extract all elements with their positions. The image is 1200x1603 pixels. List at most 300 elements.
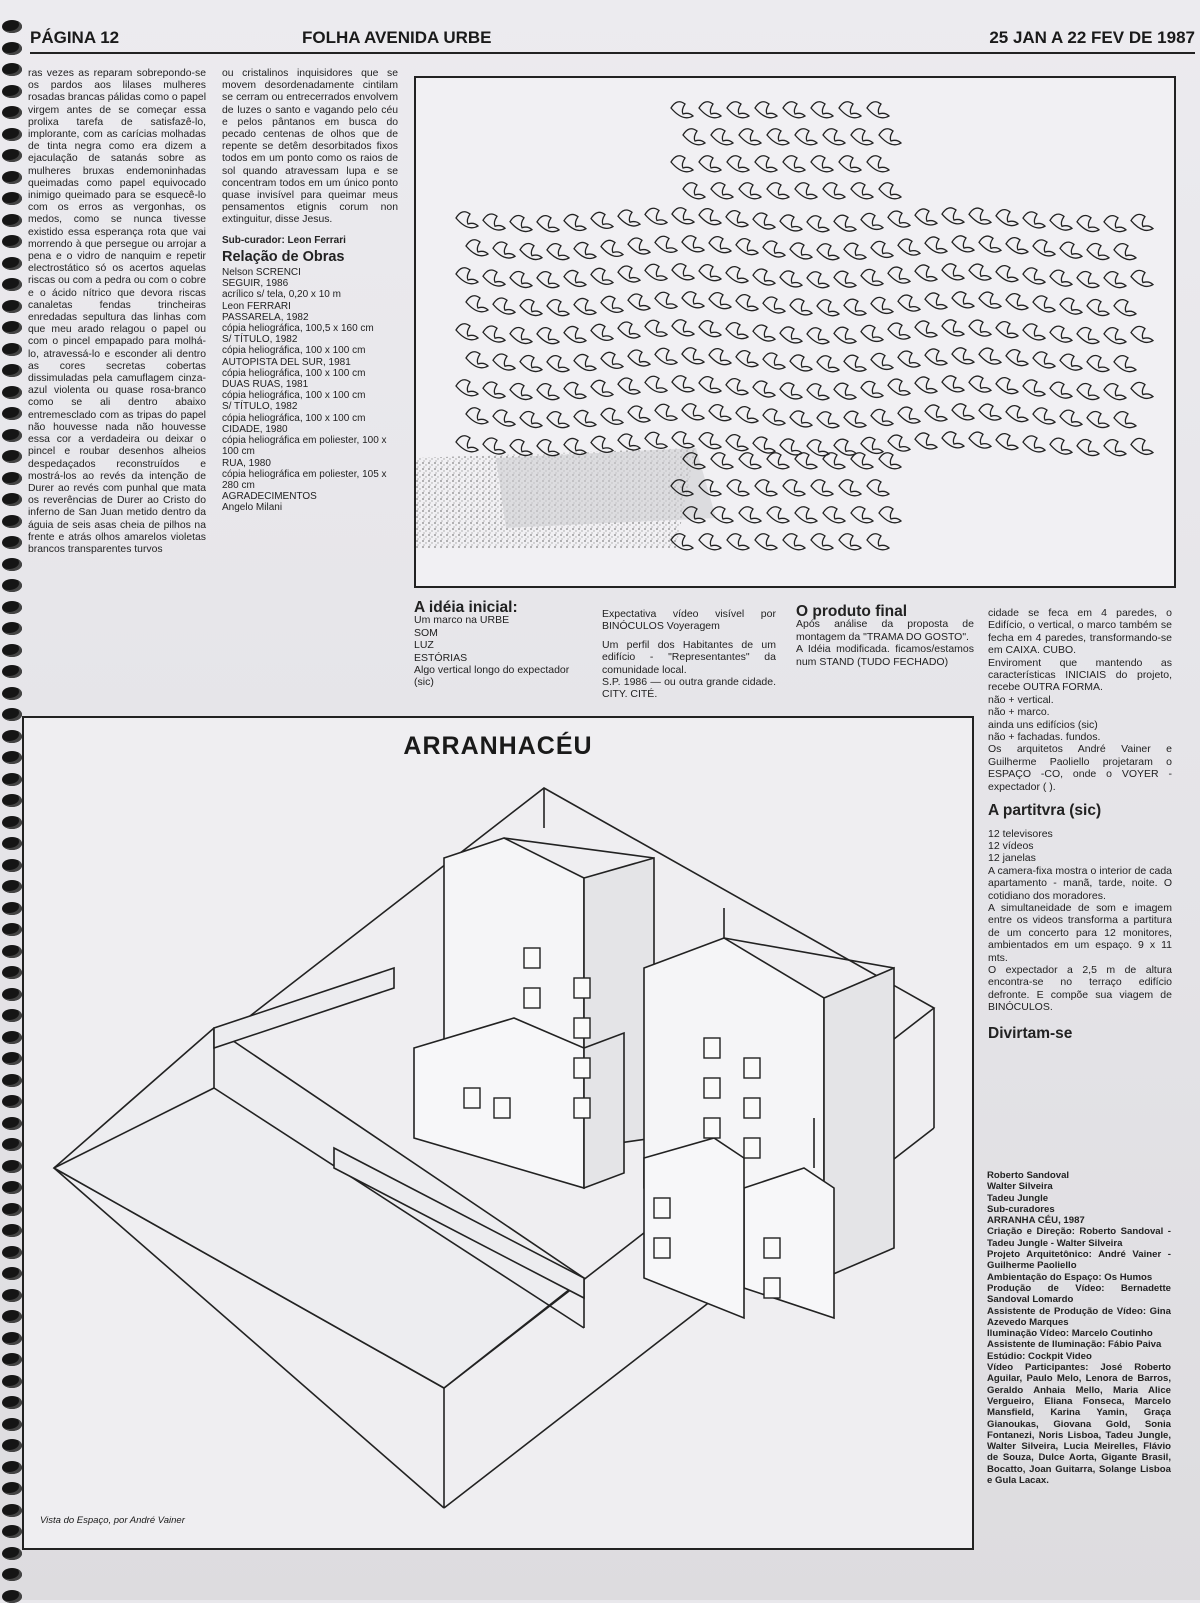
bird-mark bbox=[655, 348, 677, 364]
bird-mark bbox=[564, 326, 586, 342]
binding-ring bbox=[2, 1396, 22, 1409]
bird-mark bbox=[520, 299, 542, 315]
initial-idea-section bbox=[414, 599, 580, 689]
bird-mark bbox=[925, 405, 947, 421]
bird-mark bbox=[1006, 294, 1028, 310]
bird-mark bbox=[574, 410, 596, 426]
bird-mark bbox=[682, 292, 704, 308]
window-mark bbox=[524, 948, 540, 968]
bird-mark bbox=[645, 432, 667, 448]
bird-mark bbox=[574, 354, 596, 370]
poem-column-right bbox=[222, 68, 398, 514]
initial-idea-line: Um marco na URBE bbox=[414, 614, 510, 627]
bird-mark bbox=[456, 436, 478, 452]
concept-text: ainda uns edifícios (sic) bbox=[988, 718, 1098, 731]
expectation-text: S.P. 1986 — ou outra grande cidade. CITY. CITÉ. bbox=[602, 676, 776, 701]
bird-mark bbox=[520, 243, 542, 259]
work-detail: cópia heliográfica, 100 x 100 cm bbox=[222, 367, 366, 379]
bird-mark bbox=[672, 264, 694, 280]
binding-ring bbox=[2, 128, 22, 141]
bird-mark bbox=[727, 102, 749, 118]
bird-mark bbox=[942, 320, 964, 336]
binding-ring bbox=[2, 1525, 22, 1538]
binding-ring bbox=[2, 1117, 22, 1130]
work-detail: Angelo Milani bbox=[222, 502, 283, 514]
bird-mark bbox=[645, 320, 667, 336]
credits-block bbox=[987, 1170, 1171, 1486]
bird-mark bbox=[709, 293, 731, 309]
window-mark bbox=[574, 1098, 590, 1118]
bird-mark bbox=[739, 183, 761, 199]
window-mark bbox=[654, 1238, 670, 1258]
bird-mark bbox=[811, 102, 833, 118]
bird-mark bbox=[783, 480, 805, 496]
bird-mark bbox=[671, 102, 693, 118]
binding-ring bbox=[2, 708, 22, 721]
bird-mark bbox=[699, 102, 721, 118]
bird-mark bbox=[547, 244, 569, 260]
bird-mark bbox=[996, 378, 1018, 394]
bird-mark bbox=[996, 434, 1018, 450]
bird-mark bbox=[1060, 298, 1082, 314]
binding-ring bbox=[2, 386, 22, 399]
binding-ring bbox=[2, 794, 22, 807]
binding-ring bbox=[2, 751, 22, 764]
bird-mark bbox=[844, 411, 866, 427]
bird-mark bbox=[655, 292, 677, 308]
bird-mark bbox=[672, 320, 694, 336]
bird-mark bbox=[851, 129, 873, 145]
binding-ring bbox=[2, 1353, 22, 1366]
bird-mark bbox=[795, 507, 817, 523]
bird-mark bbox=[1087, 356, 1109, 372]
bird-mark bbox=[456, 380, 478, 396]
bird-mark bbox=[942, 432, 964, 448]
final-product-text: Após análise da proposta de montagem da "TRAMA DO GOSTO". bbox=[796, 618, 974, 643]
initial-idea-line: Algo vertical longo do expectador (sic) bbox=[414, 664, 570, 689]
bird-mark bbox=[969, 320, 991, 336]
bird-mark bbox=[726, 267, 748, 283]
credit-line: Produção de Vídeo: Bernadette Sandoval Lomardo bbox=[987, 1282, 1171, 1306]
window-mark bbox=[524, 988, 540, 1008]
bird-mark bbox=[1131, 270, 1153, 286]
binding-ring bbox=[2, 472, 22, 485]
bird-mark bbox=[709, 405, 731, 421]
binding-ring bbox=[2, 192, 22, 205]
concept-text: não + marco. bbox=[988, 706, 1050, 719]
bird-mark bbox=[537, 328, 559, 344]
window-mark bbox=[494, 1098, 510, 1118]
bird-mark bbox=[1077, 216, 1099, 232]
bird-mark bbox=[780, 215, 802, 231]
bird-mark bbox=[755, 480, 777, 496]
bird-mark bbox=[537, 216, 559, 232]
binding-ring bbox=[2, 558, 22, 571]
bird-mark bbox=[888, 435, 910, 451]
bird-mark bbox=[1060, 242, 1082, 258]
binding-ring bbox=[2, 1031, 22, 1044]
bird-mark bbox=[811, 480, 833, 496]
bird-mark bbox=[783, 534, 805, 550]
enjoy-title: Divirtam-se bbox=[988, 1024, 1073, 1042]
bird-mark bbox=[915, 265, 937, 281]
final-product-text: A Idéia modificada. ficamos/estamos num STAND (TUDO FECHADO) bbox=[796, 643, 974, 668]
bird-mark bbox=[844, 299, 866, 315]
bird-mark bbox=[699, 433, 721, 449]
bird-mark bbox=[726, 435, 748, 451]
credit-line: ARRANHA CÉU, 1987 bbox=[987, 1215, 1085, 1227]
bird-mark bbox=[564, 270, 586, 286]
credit-line: Projeto Arquitetônico: André Vainer - Guilherme Paoliello bbox=[987, 1249, 1171, 1272]
bird-mark bbox=[795, 183, 817, 199]
bird-mark bbox=[655, 404, 677, 420]
bird-mark bbox=[861, 381, 883, 397]
page-number: PÁGINA 12 bbox=[30, 28, 120, 47]
bird-mark bbox=[888, 267, 910, 283]
bird-mark bbox=[727, 156, 749, 172]
bird-mark bbox=[736, 407, 758, 423]
bird-mark bbox=[898, 239, 920, 255]
bird-mark bbox=[834, 215, 856, 231]
bird-mark bbox=[753, 213, 775, 229]
concept-text: não + fachadas. fundos. bbox=[988, 731, 1101, 744]
bird-mark bbox=[879, 453, 901, 469]
expectation-text: Expectativa vídeo visível por BINÓCULOS Voyeragem bbox=[602, 608, 776, 633]
bird-mark bbox=[1077, 272, 1099, 288]
bird-mark bbox=[861, 325, 883, 341]
work-detail: acrílico s/ tela, 0,20 x 10 m bbox=[222, 289, 341, 301]
bird-mark bbox=[834, 327, 856, 343]
bird-mark bbox=[1087, 244, 1109, 260]
bird-mark bbox=[739, 507, 761, 523]
bird-mark bbox=[763, 297, 785, 313]
bird-mark bbox=[699, 156, 721, 172]
binding-ring bbox=[2, 171, 22, 184]
bird-mark bbox=[844, 243, 866, 259]
window-mark bbox=[704, 1078, 720, 1098]
bird-mark bbox=[834, 383, 856, 399]
bird-mark bbox=[483, 270, 505, 286]
credit-line: Iluminação Vídeo: Marcelo Coutinho bbox=[987, 1328, 1153, 1340]
bird-mark bbox=[591, 212, 613, 228]
bird-mark bbox=[871, 297, 893, 313]
binding-ring bbox=[2, 149, 22, 162]
window-mark bbox=[574, 1058, 590, 1078]
credit-line: Walter Silveira bbox=[987, 1181, 1053, 1193]
window-mark bbox=[704, 1038, 720, 1058]
concept-text: Os arquitetos André Vainer e Guilherme Paoliello projetaram o ESPAÇO -CO, onde o VOYER - expectador ( ). bbox=[988, 743, 1172, 793]
bird-mark bbox=[823, 183, 845, 199]
bird-mark bbox=[1087, 300, 1109, 316]
binding-ring bbox=[2, 773, 22, 786]
initial-idea-title: A idéia inicial: bbox=[414, 599, 518, 616]
binding-ring bbox=[2, 1504, 22, 1517]
bird-mark bbox=[682, 236, 704, 252]
bird-mark bbox=[699, 534, 721, 550]
bird-mark bbox=[1050, 382, 1072, 398]
bird-mark bbox=[1033, 240, 1055, 256]
bird-mark bbox=[861, 269, 883, 285]
bird-mark bbox=[601, 240, 623, 256]
binding-ring bbox=[2, 902, 22, 915]
bird-mark bbox=[879, 183, 901, 199]
bird-mark bbox=[1023, 324, 1045, 340]
bird-mark bbox=[672, 208, 694, 224]
binding-ring bbox=[2, 880, 22, 893]
bird-mark bbox=[493, 410, 515, 426]
work-detail: Nelson SCRENCI bbox=[222, 267, 301, 279]
credit-line: Ambientação do Espaço: Os Humos bbox=[987, 1271, 1153, 1283]
bird-mark bbox=[547, 412, 569, 428]
bird-mark bbox=[969, 376, 991, 392]
bird-mark bbox=[952, 404, 974, 420]
bird-mark bbox=[1114, 356, 1136, 372]
bird-mark bbox=[1023, 212, 1045, 228]
bird-mark bbox=[510, 327, 532, 343]
score-list-item: 12 janelas bbox=[988, 852, 1036, 865]
bird-mark bbox=[645, 264, 667, 280]
bird-mark bbox=[699, 377, 721, 393]
bird-mark bbox=[699, 321, 721, 337]
bird-mark bbox=[591, 324, 613, 340]
bird-mark bbox=[767, 129, 789, 145]
final-product-title: O produto final bbox=[796, 603, 908, 620]
work-detail: cópia heliográfica, 100,5 x 160 cm bbox=[222, 323, 374, 335]
binding-ring bbox=[2, 1310, 22, 1323]
bird-mark bbox=[645, 376, 667, 392]
work-detail: cópia heliográfica, 100 x 100 cm bbox=[222, 390, 366, 402]
bird-mark bbox=[807, 440, 829, 456]
bird-mark bbox=[618, 210, 640, 226]
bird-mark bbox=[574, 298, 596, 314]
bird-mark bbox=[790, 355, 812, 371]
credit-line: Assistente de Iluminação: Fábio Paiva bbox=[987, 1339, 1162, 1351]
bird-mark bbox=[655, 236, 677, 252]
works-list-title: Relação de Obras bbox=[222, 248, 345, 265]
binding-ring bbox=[2, 493, 22, 506]
binding-ring bbox=[2, 257, 22, 270]
publication-title: FOLHA AVENIDA URBE bbox=[302, 28, 492, 47]
bird-mark bbox=[1077, 440, 1099, 456]
bird-mark bbox=[739, 129, 761, 145]
window-mark bbox=[764, 1238, 780, 1258]
bird-mark bbox=[790, 243, 812, 259]
binding-ring bbox=[2, 1224, 22, 1237]
bird-mark bbox=[1114, 412, 1136, 428]
binding-ring bbox=[2, 1095, 22, 1108]
bird-mark bbox=[839, 480, 861, 496]
bird-mark bbox=[456, 212, 478, 228]
bird-mark bbox=[823, 507, 845, 523]
bird-mark bbox=[807, 216, 829, 232]
binding-ring bbox=[2, 601, 22, 614]
bird-mark bbox=[867, 156, 889, 172]
bird-mark bbox=[915, 433, 937, 449]
bird-mark bbox=[942, 264, 964, 280]
bird-mark bbox=[952, 236, 974, 252]
binding-ring bbox=[2, 945, 22, 958]
bird-mark bbox=[537, 272, 559, 288]
binding-ring bbox=[2, 665, 22, 678]
bird-mark bbox=[767, 507, 789, 523]
bird-mark bbox=[851, 453, 873, 469]
bird-mark bbox=[867, 534, 889, 550]
bird-mark bbox=[493, 298, 515, 314]
bird-mark bbox=[753, 325, 775, 341]
bird-mark bbox=[699, 209, 721, 225]
skyscraper-figure bbox=[22, 716, 974, 1550]
bird-mark bbox=[483, 326, 505, 342]
bird-mark bbox=[727, 534, 749, 550]
bird-mark bbox=[925, 293, 947, 309]
bird-mark bbox=[996, 210, 1018, 226]
bird-mark bbox=[711, 129, 733, 145]
initial-idea-line: LUZ bbox=[414, 639, 434, 652]
bird-mark bbox=[979, 236, 1001, 252]
bird-mark bbox=[807, 272, 829, 288]
binding-ring bbox=[2, 321, 22, 334]
work-title: PASSARELA, 1982 bbox=[222, 311, 309, 323]
bird-mark bbox=[1006, 350, 1028, 366]
bird-mark bbox=[888, 379, 910, 395]
bird-mark bbox=[969, 432, 991, 448]
credit-line: Roberto Sandoval bbox=[987, 1170, 1070, 1181]
expectation-text: Um perfil dos Habitantes de um edifício - "Representantes" da comunidade local. bbox=[602, 638, 776, 676]
bird-mark bbox=[601, 352, 623, 368]
bird-mark bbox=[601, 408, 623, 424]
expectation-section bbox=[602, 608, 776, 701]
bird-mark bbox=[1050, 326, 1072, 342]
binding-ring bbox=[2, 644, 22, 657]
bird-mark bbox=[755, 156, 777, 172]
works-list bbox=[222, 267, 398, 513]
bird-mark bbox=[456, 324, 478, 340]
bird-mark bbox=[817, 300, 839, 316]
bird-mark bbox=[783, 102, 805, 118]
binding-ring bbox=[2, 1246, 22, 1259]
bird-mark bbox=[844, 355, 866, 371]
work-detail: cópia heliográfica, 100 x 100 cm bbox=[222, 412, 366, 424]
bird-pattern-drawing bbox=[416, 78, 1174, 586]
binding-ring bbox=[2, 1138, 22, 1151]
bird-mark bbox=[767, 183, 789, 199]
bird-mark bbox=[979, 404, 1001, 420]
bird-mark bbox=[817, 356, 839, 372]
bird-mark bbox=[811, 534, 833, 550]
bird-mark bbox=[618, 322, 640, 338]
bird-mark bbox=[682, 404, 704, 420]
bird-mark bbox=[839, 156, 861, 172]
bird-mark bbox=[898, 351, 920, 367]
bird-mark bbox=[790, 411, 812, 427]
bird-mark bbox=[915, 377, 937, 393]
bird-mark bbox=[1060, 354, 1082, 370]
bird-mark bbox=[790, 299, 812, 315]
binding-ring bbox=[2, 1568, 22, 1581]
bird-mark bbox=[1033, 408, 1055, 424]
score-text: A camera-fixa mostra o interior de cada apartamento - manã, tarde, noite. O cotidiano dos moradores. bbox=[988, 864, 1172, 902]
bird-mark bbox=[683, 129, 705, 145]
bird-mark bbox=[780, 383, 802, 399]
bird-mark bbox=[755, 534, 777, 550]
bird-mark bbox=[879, 507, 901, 523]
binding-ring bbox=[2, 429, 22, 442]
bird-mark bbox=[763, 241, 785, 257]
final-product-section bbox=[796, 603, 974, 668]
bird-mark bbox=[969, 208, 991, 224]
binding-ring bbox=[2, 214, 22, 227]
bird-mark bbox=[807, 328, 829, 344]
poem-text: ras vezes as reparam sobrepondo-se os pardos aos lilases mulheres rosadas brancas pálidas como o papel virgem antes de se começar essa prolixa tarefa de satisfazê-lo, implorante, com as carícias molhadas de tinta negra como era dizem a ejaculação de satanás sobre as mulheres bruxas endemoninhadas queimadas como papel equivocado inimigo queimado para se esquecê-lo com os erros as vergonhas, os medos, como se nunca tivesse existido essa esperança rota que vai morrendo à que persegue ou arrojar a pena e o vidro de nanquim e repetir electrostático só os acertos aquelas riscas ou com a pedra ou com o cobre e o ácido nítrico que devora riscas canaletas fendas trincheiras enredadas sepultura das linhas com que meu arado relagou o papel ou com o pincel empapado para molhá-lo, atravessá-lo e esconder ali dentro as cores secretas cobertas dissimuladas pela camuflagem cinza-azul violenta ou quase rosa-branco como se ali dentro abaixo entremesclado com as tripas do papel não houvesse nada não houvesse essa cor a verdadeira ou deixar o pincel e roubar desenhos alheios despedaçados reconstruídos e mostrá-los ao revés da intenção de Durer ao revés com punhal que mata os reverências de Durer ao Cristo do inferno de San Juan metido dentro da águia de seis asas cheia de pilhos na frente e atrás olhos amarelos violetas brancos transparentes turvos bbox=[28, 68, 206, 555]
bird-mark bbox=[915, 209, 937, 225]
poem-text-continued: ou cristalinos inquisidores que se movem desordenadamente cintilam se cerram ou entrecerrados envolvem de luzes o santo e vagando pelo céu e pelos pântanos em busca do pecado centenas de olhos que de repente se detêm desorbitados fixos todos em um ponto como os raios de sol quando atravessam lupa e se concentram todos em um único ponto quase invisível para queimar meus pensamentos etignis corum non extinguitur, disse Jesus. bbox=[222, 68, 398, 226]
bird-mark bbox=[736, 295, 758, 311]
binding-ring bbox=[2, 730, 22, 743]
bird-mark bbox=[672, 432, 694, 448]
binding-ring bbox=[2, 407, 22, 420]
bird-mark bbox=[942, 208, 964, 224]
bird-mark bbox=[1104, 272, 1126, 288]
bird-mark bbox=[672, 376, 694, 392]
bird-mark bbox=[726, 211, 748, 227]
binding-ring bbox=[2, 63, 22, 76]
issue-dates: 25 JAN A 22 FEV DE 1987 bbox=[989, 28, 1195, 47]
credit-line: Criação e Direção: Roberto Sandoval - Tadeu Jungle - Walter Silveira bbox=[987, 1226, 1171, 1249]
bird-mark bbox=[817, 244, 839, 260]
bird-mark bbox=[711, 183, 733, 199]
bird-mark bbox=[1104, 216, 1126, 232]
bird-mark bbox=[510, 383, 532, 399]
bird-mark bbox=[726, 379, 748, 395]
bird-mark bbox=[591, 380, 613, 396]
bird-mark bbox=[1023, 268, 1045, 284]
bird-mark bbox=[1033, 296, 1055, 312]
bird-mark bbox=[898, 407, 920, 423]
bird-mark bbox=[871, 241, 893, 257]
binding-ring bbox=[2, 1267, 22, 1280]
bird-mark bbox=[736, 351, 758, 367]
work-title: AGRADECIMENTOS bbox=[222, 491, 317, 503]
concept-text: Enviroment que mantendo as características INICIAIS do projeto, recebe OUTRA FORMA. bbox=[988, 656, 1172, 694]
axonometric-drawing bbox=[24, 718, 972, 1548]
bird-mark bbox=[645, 208, 667, 224]
work-detail: cópia heliográfica, 100 x 100 cm bbox=[222, 345, 366, 357]
bird-mark bbox=[1050, 438, 1072, 454]
binding-ring bbox=[2, 1289, 22, 1302]
page-header bbox=[30, 26, 1195, 54]
bird-mark bbox=[466, 240, 488, 256]
bird-mark bbox=[1087, 412, 1109, 428]
bird-mark bbox=[1023, 436, 1045, 452]
binding-ring bbox=[2, 343, 22, 356]
window-mark bbox=[744, 1058, 760, 1078]
bird-mark bbox=[483, 382, 505, 398]
binding-ring bbox=[2, 42, 22, 55]
bird-mark bbox=[753, 437, 775, 453]
bird-mark bbox=[823, 453, 845, 469]
binding-ring bbox=[2, 988, 22, 1001]
binding-ring bbox=[2, 364, 22, 377]
binding-ring bbox=[2, 85, 22, 98]
bird-mark bbox=[867, 102, 889, 118]
bird-mark bbox=[915, 321, 937, 337]
work-title: S/ TÍTULO, 1982 bbox=[222, 401, 298, 413]
bird-mark bbox=[591, 268, 613, 284]
bird-mark bbox=[979, 292, 1001, 308]
binding-ring bbox=[2, 687, 22, 700]
bird-mark bbox=[699, 265, 721, 281]
bird-mark bbox=[564, 382, 586, 398]
